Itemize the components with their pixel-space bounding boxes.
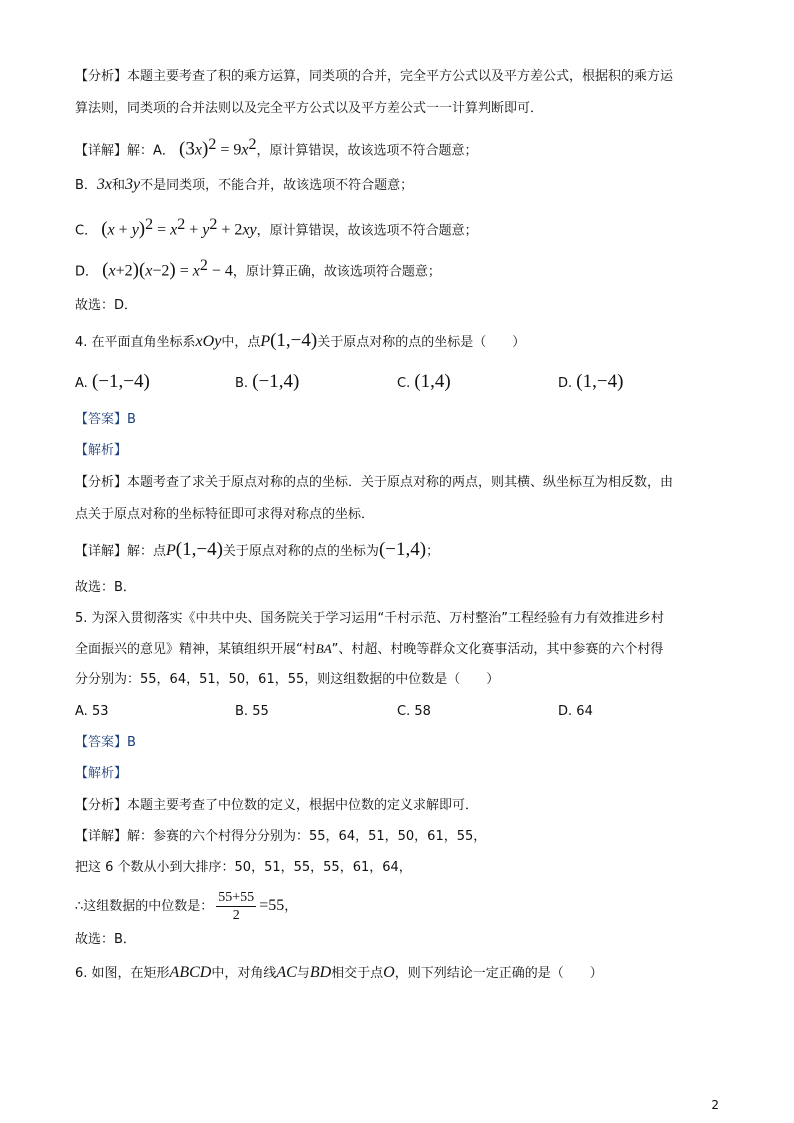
q5-option-d: D. 64 [558,704,593,719]
q4-detail: 【详解】解：点P(1,−4)关于原点对称的点的坐标为(−1,4)； [75,539,440,560]
q3-analysis-line1: 【分析】本题主要考查了积的乘方运算，同类项的合并，完全平方公式以及平方差公式，根据积的乘方运 [75,69,674,84]
q4-option-c: C. (1,4) [397,371,451,392]
q3-detail-c: C． $(x + y)^2 = x^2 + y^2 + 2xy$，原计算错误，故该选项不符合题意； [75,216,478,240]
q5-jiexi: 【解析】 [75,766,128,781]
q4-analysis-line1: 【分析】本题考查了求关于原点对称的点的坐标．关于原点对称的两点，则其横、纵坐标互为相反数，由 [75,475,674,490]
q5-option-b: B. 55 [235,704,269,719]
q5-option-a: A. 53 [75,704,109,719]
q5-detail-line3: ∴这组数据的中位数是： $\frac{55+55}{2}$ =55， [75,890,298,923]
q4-analysis-line2: 点关于原点对称的坐标特征即可求得对称点的坐标． [75,507,375,522]
q5-stem-line1: 5. 为深入贯彻落实《中共中央、国务院关于学习运用“千村示范、万村整治”工程经验有力有效推进乡村 [75,611,665,626]
q4-stem: 4. 在平面直角坐标系xOy中，点P(1,−4)关于原点对称的点的坐标是（ ） [75,330,526,351]
q5-stem-line3: 分分别为：55，64，51，50，61，55，则这组数据的中位数是（ ） [75,672,500,687]
q3-detail-d: D． $(x+2)(x-2) = x^2 - 4$，原计算正确，故该选项符合题意； [75,257,441,281]
page-number: 2 [711,1098,719,1112]
q4-jiexi: 【解析】 [75,443,128,458]
q4-option-b: B. (−1,4) [235,371,300,392]
q5-detail-line1: 【详解】解：参赛的六个村得分分别为：55，64，51，50，61，55， [75,829,487,844]
q5-analysis: 【分析】本题主要考查了中位数的定义，根据中位数的定义求解即可． [75,798,479,813]
q5-detail-line2: 把这 6 个数从小到大排序：50，51，55，55，61，64， [75,860,412,875]
q4-conclusion: 故选：B． [75,580,136,595]
q4-option-d: D. (1,−4) [558,371,624,392]
q5-option-c: C. 58 [397,704,431,719]
q5-answer: 【答案】B [75,735,136,750]
q6-stem: 6. 如图，在矩形ABCD中，对角线AC与BD相交于点O，则下列结论一定正确的是（ ） [75,964,603,981]
median-fraction: $\frac{55+55}{2}$ [218,890,255,923]
q4-option-a: A. (−1,−4) [75,371,150,392]
q3-detail-b: B．3x和3y不是同类项，不能合并，故该选项不符合题意； [75,176,414,193]
q5-conclusion: 故选：B． [75,932,136,947]
q5-stem-line2: 全面振兴的意见》精神，某镇组织开展“村BA”、村超、村晚等群众文化赛事活动，其中参赛的六个村得 [75,641,664,657]
q3-detail-a: 【详解】解：A． $(3x)^2 = 9x^2$，原计算错误，故该选项不符合题意； [75,136,478,160]
q3-analysis-line2: 算法则，同类项的合并法则以及完全平方公式以及平方差公式一一计算判断即可． [75,101,544,116]
q3-conclusion: 故选：D． [75,298,138,313]
q4-answer: 【答案】B [75,412,136,427]
